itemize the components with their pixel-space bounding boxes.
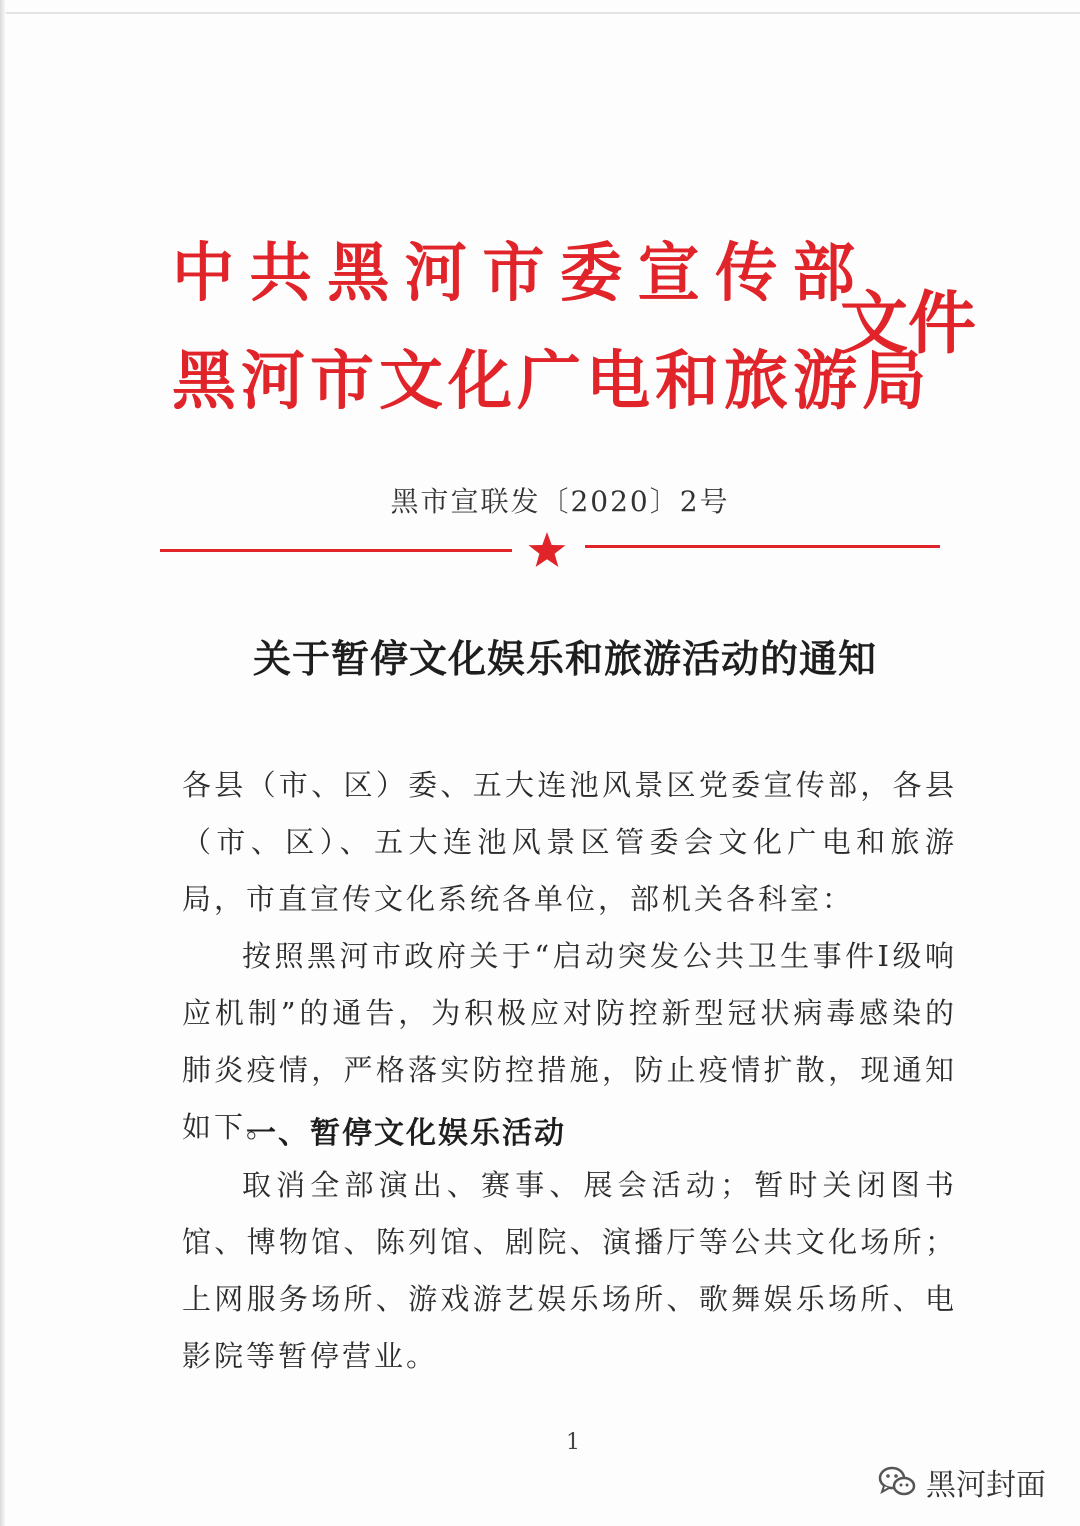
issuer-line-1: 中共黑河市委宣传部 xyxy=(172,236,871,311)
watermark xyxy=(878,1460,1046,1504)
page-left-shadow xyxy=(0,0,6,1526)
section-1-body: 取消全部演出、赛事、展会活动；暂时关闭图书馆、博物馆、陈列馆、剧院、演播厅等公共文化场所；上网服务场所、游戏游艺娱乐场所、歌舞娱乐场所、电影院等暂停营业。 xyxy=(182,1168,957,1373)
issuer-line-2: 黑河市文化广电和旅游局 xyxy=(172,344,931,419)
star-icon xyxy=(527,530,567,570)
notice-title: 关于暂停文化娱乐和旅游活动的通知 xyxy=(252,636,877,681)
intro-paragraph: 按照黑河市政府关于“启动突发公共卫生事件Ⅰ级响应机制”的通告，为积极应对防控新型冠状病毒感染的肺炎疫情，严格落实防控措施，防止疫情扩散，现通知如下。 xyxy=(182,939,957,1144)
wechat-icon xyxy=(878,1465,916,1499)
addressee-paragraph: 各县（市、区）委、五大连池风景区党委宣传部，各县（市、区）、五大连池风景区管委会文化广电和旅游局，市直宣传文化系统各单位，部机关各科室： xyxy=(182,768,957,916)
section-1-heading: 一、暂停文化娱乐活动 xyxy=(246,1116,566,1151)
issuer-suffix: 文件 xyxy=(840,284,977,364)
page-number: 1 xyxy=(566,1430,580,1455)
document-number: 黑市宣联发〔2020〕2号 xyxy=(390,485,730,518)
page-top-edge xyxy=(0,12,1080,14)
watermark-label: 黑河封面 xyxy=(926,1468,1046,1503)
red-divider-right xyxy=(585,545,940,548)
red-divider-left xyxy=(160,549,512,552)
